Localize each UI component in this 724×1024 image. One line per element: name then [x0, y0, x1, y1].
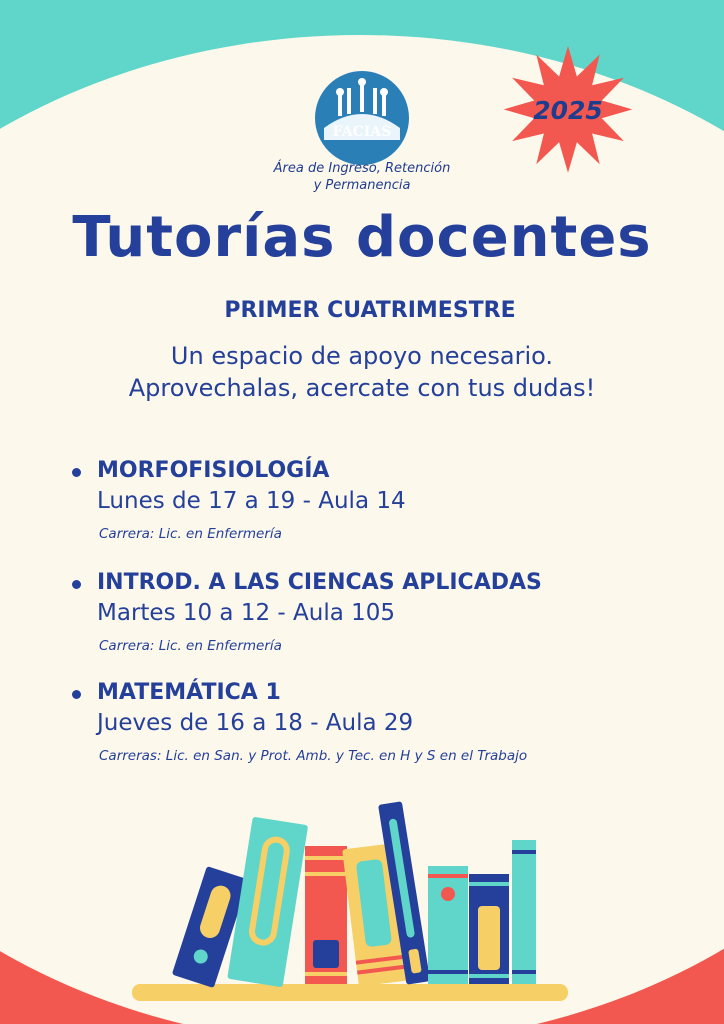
course-name: MATEMÁTICA 1: [97, 680, 281, 705]
book-icon: [428, 866, 468, 984]
area-line-2: y Permanencia: [313, 178, 411, 193]
course-item: [72, 680, 712, 770]
course-career: Carrera: Lic. en Enfermería: [99, 526, 282, 542]
course-item: [72, 570, 712, 660]
shelf-icon: [132, 984, 568, 1001]
semester-subtitle: PRIMER CUATRIMESTRE: [224, 298, 516, 323]
area-line-1: Área de Ingreso, Retención: [273, 161, 451, 176]
bullet-icon: [72, 468, 81, 477]
intro-line-1: Un espacio de apoyo necesario.: [170, 342, 554, 370]
facias-logo-text: FACIAS: [332, 124, 392, 140]
course-schedule: Lunes de 17 a 19 - Aula 14: [97, 488, 406, 514]
book-icon: [305, 846, 347, 984]
page-title: Tutorías docentes: [72, 205, 652, 270]
book-icon: [469, 874, 509, 984]
course-schedule: Jueves de 16 a 18 - Aula 29: [97, 710, 414, 736]
badge-year: 2025: [533, 95, 603, 125]
intro-text: [0, 340, 724, 404]
course-name: INTROD. A LAS CIENCAS APLICADAS: [97, 570, 542, 595]
course-career: Carrera: Lic. en Enfermería: [99, 638, 282, 654]
course-item: [72, 458, 712, 548]
bullet-icon: [72, 580, 81, 589]
book-icon: [512, 840, 536, 984]
course-name: MORFOFISIOLOGÍA: [97, 458, 330, 483]
area-subtitle: [200, 160, 524, 194]
course-career: Carreras: Lic. en San. y Prot. Amb. y Tec. en H y S en el Trabajo: [99, 748, 528, 764]
book-icon: [227, 817, 308, 988]
course-schedule: Martes 10 a 12 - Aula 105: [97, 600, 396, 626]
facias-logo: [314, 70, 410, 166]
intro-line-2: Aprovechalas, acercate con tus dudas!: [128, 374, 596, 402]
books-illustration: [0, 790, 724, 1024]
bullet-icon: [72, 690, 81, 699]
